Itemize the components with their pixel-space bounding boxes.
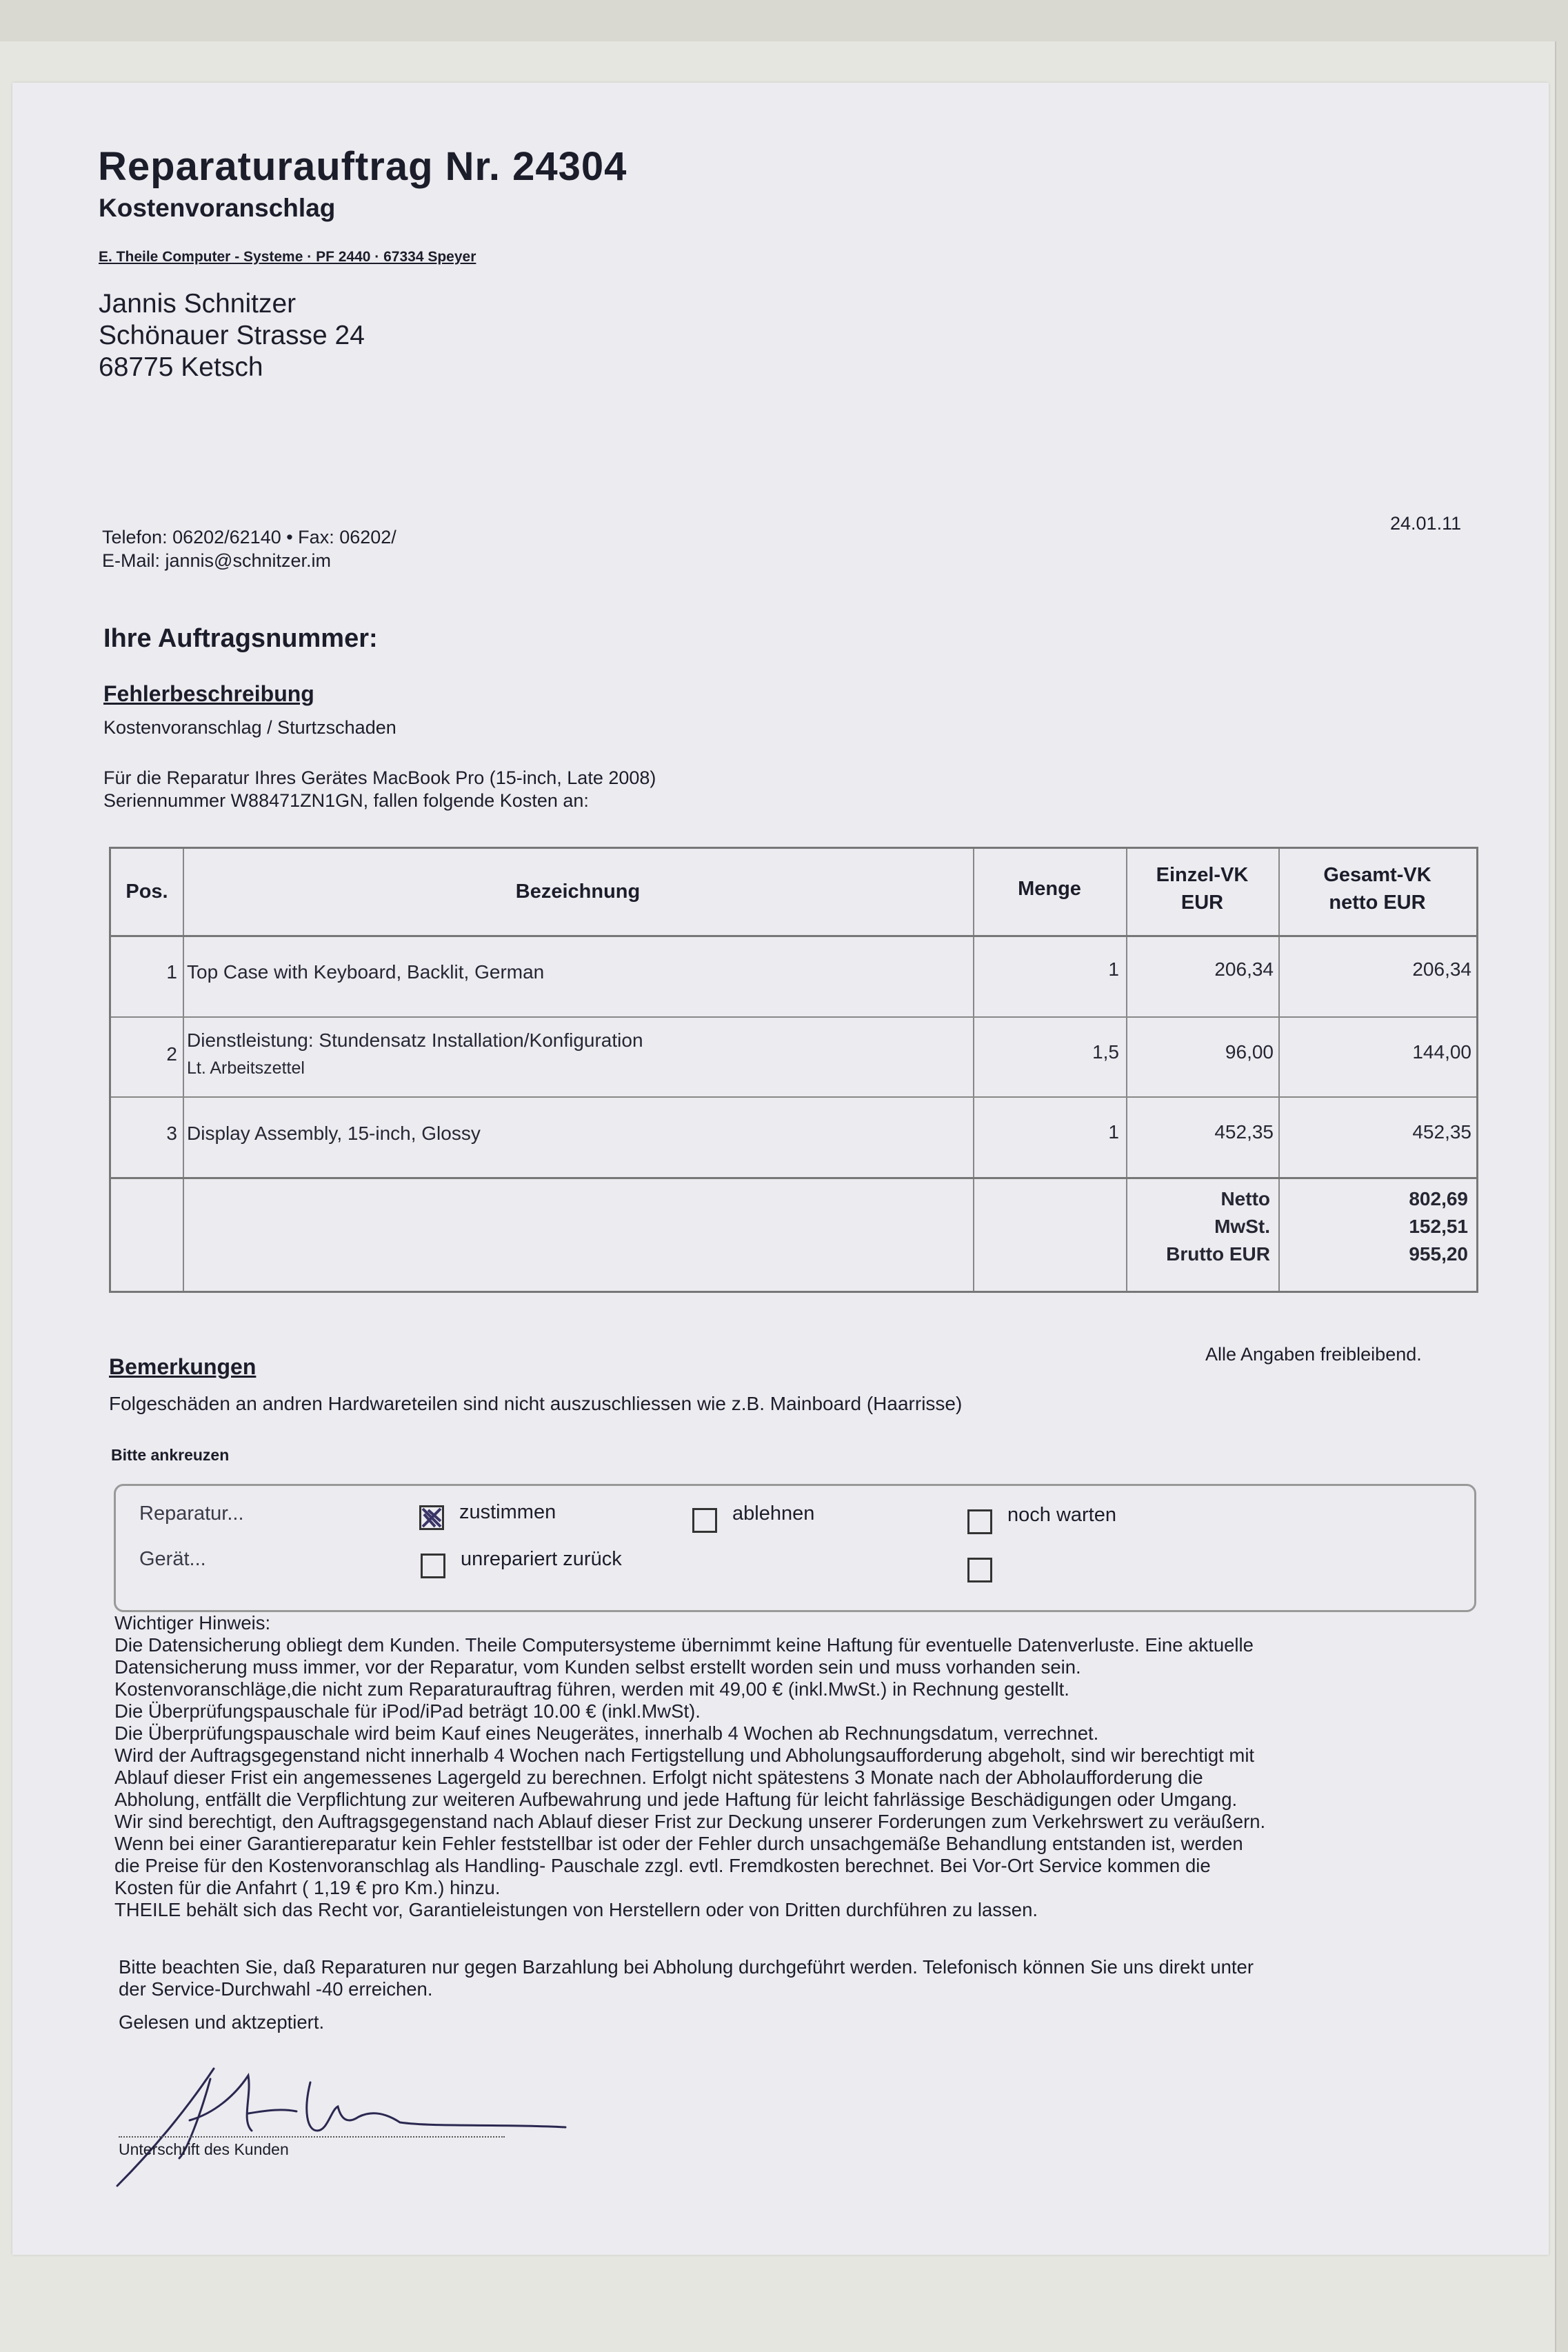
row-3-description: Display Assembly, 15-inch, Glossy [187,1123,481,1144]
phone-fax: Telefon: 06202/62140 • Fax: 06202/ [102,527,396,547]
intro-line-2: Seriennummer W88471ZN1GN, fallen folgende Kosten an: [103,790,589,811]
notice-line: Wenn bei einer Garantiereparatur kein Fehler feststellbar ist oder der Fehler durch unsachgemäße Behandlung entstanden ist, werden [114,1833,1243,1854]
repair-row-label: Reparatur... [139,1502,244,1525]
row-2-quantity: 1,5 [1092,1041,1119,1063]
fault-text: Kostenvoranschlag / Sturtzschaden [103,717,396,738]
wait-label: noch warten [1007,1504,1116,1526]
recipient-street: Schönauer Strasse 24 [99,321,365,350]
checkbox-panel [114,1484,1476,1612]
recipient-name: Jannis Schnitzer [99,289,296,319]
document-subtitle: Kostenvoranschlag [99,194,336,222]
contact-block [102,525,396,572]
column-divider [183,849,184,1291]
net-label: Netto [1220,1188,1270,1209]
recipient-address [99,288,365,383]
reject-checkbox[interactable] [692,1508,717,1533]
notice-line: Kostenvoranschläge,die nicht zum Reparaturauftrag führen, werden mit 49,00 € (inkl.MwSt.) in Rechnung gestellt. [114,1678,1069,1700]
accepted-text: Gelesen und aktzeptiert. [119,2011,325,2033]
email: E-Mail: jannis@schnitzer.im [102,550,332,571]
notice-line: Wichtiger Hinweis: [114,1612,271,1634]
return-unrepaired-label: unrepariert zurück [461,1548,622,1570]
reject-label: ablehnen [732,1502,815,1525]
row-1-pos: 1 [166,961,177,983]
approve-checkbox[interactable] [419,1505,444,1530]
header-quantity: Menge [1018,878,1081,900]
remarks-text: Folgeschäden an andren Hardwareteilen sind nicht auszuschliessen wie z.B. Mainboard (Haarrisse) [109,1393,963,1414]
wait-checkbox[interactable] [967,1509,992,1534]
row-divider [111,1016,1476,1018]
header-divider [111,935,1476,937]
important-notice [114,1612,1487,1921]
row-2-subdescription: Lt. Arbeitszettel [187,1058,305,1078]
row-1-quantity: 1 [1108,958,1119,980]
notice-line: Kosten für die Anfahrt ( 1,19 € pro Km.) hinzu. [114,1877,501,1898]
header-pos: Pos. [125,881,168,903]
row-3-quantity: 1 [1108,1121,1119,1143]
notice-line: Die Überprüfungspauschale wird beim Kauf eines Neugerätes, innerhalb 4 Wochen ab Rechnungsdatum, verrechnet. [114,1722,1099,1744]
notice-line: die Preise für den Kostenvoranschlag als Handling- Pauschale zzgl. evtl. Fremdkosten berechnet. Bei Vor-Ort Service kommen die [114,1855,1211,1876]
payment-note: Bitte beachten Sie, daß Reparaturen nur gegen Barzahlung bei Abholung durchgeführt werden. Telefonisch können Sie uns direkt unter der Service-Durchwahl -40 erreichen. [119,1956,1254,2000]
row-2-total: 144,00 [1412,1041,1471,1063]
net-value: 802,69 [1409,1188,1468,1209]
cost-table [109,847,1478,1293]
checkbox-heading: Bitte ankreuzen [111,1446,230,1464]
remarks-heading: Bemerkungen [109,1354,257,1379]
row-1-total: 206,34 [1412,958,1471,980]
signature-line [119,2136,505,2138]
notice-line: Ablauf dieser Frist ein angemessenes Lagergeld zu berechnen. Erfolgt nicht spätestens 3 Monate nach der Abholaufforderung die [114,1767,1203,1788]
row-3-pos: 3 [166,1123,177,1144]
disclaimer: Alle Angaben freibleibend. [1205,1344,1422,1365]
vat-label: MwSt. [1214,1216,1270,1237]
totals-divider [111,1177,1476,1179]
notice-line: Wir sind berechtigt, den Auftragsgegenstand nach Ablauf dieser Frist zur Deckung unserer Forderungen zum Verkehrswert zu veräußern. [114,1811,1266,1832]
notice-line: Abholung, entfällt die Verpflichtung zur weiteren Aufbewahrung und jede Haftung für leicht fahrlässige Beschädigungen oder Umgang. [114,1789,1238,1810]
recipient-city: 68775 Ketsch [99,352,263,382]
fault-heading: Fehlerbeschreibung [103,681,314,706]
row-2-unit-price: 96,00 [1225,1041,1274,1063]
row-2-description: Dienstleistung: Stundensatz Installation/Konfiguration [187,1029,643,1051]
row-1-description: Top Case with Keyboard, Backlit, German [187,961,545,983]
vat-value: 152,51 [1409,1216,1468,1237]
customer-signature [110,2055,593,2207]
document-date: 24.01.11 [1390,513,1462,534]
row-2-pos: 2 [166,1043,177,1065]
device-row-label: Gerät... [139,1548,206,1570]
header-description: Bezeichnung [515,881,641,903]
notice-line: Die Datensicherung obliegt dem Kunden. Theile Computersysteme übernimmt keine Haftung für eventuelle Datenverluste. Eine aktuelle [114,1634,1254,1656]
header-total-net: Gesamt-VK netto EUR [1323,864,1431,914]
gross-value: 955,20 [1409,1243,1468,1265]
blank-checkbox[interactable] [967,1558,992,1582]
notice-line: Datensicherung muss immer, vor der Reparatur, vom Kunden selbst erstellt worden sein und muss vorhanden sein. [114,1656,1081,1678]
approve-label: zustimmen [459,1501,556,1523]
return-unrepaired-checkbox[interactable] [421,1554,445,1578]
row-1-unit-price: 206,34 [1214,958,1274,980]
row-3-total: 452,35 [1412,1121,1471,1143]
notice-line: Die Überprüfungspauschale für iPod/iPad beträgt 10.00 € (inkl.MwSt). [114,1700,701,1722]
row-divider [111,1096,1476,1098]
intro-line-1: Für die Reparatur Ihres Gerätes MacBook Pro (15-inch, Late 2008) [103,767,656,788]
notice-line: Wird der Auftragsgegenstand nicht innerhalb 4 Wochen nach Fertigstellung und Abholungsaufforderung abgeholt, sind wir berechtigt mit [114,1745,1255,1766]
order-number-heading: Ihre Auftragsnummer: [103,624,378,653]
check-cross-icon [421,1507,442,1528]
document-title: Reparaturauftrag Nr. 24304 [98,144,627,189]
intro-text [103,767,656,812]
header-unit-price: Einzel-VK EUR [1156,864,1249,914]
sender-line: E. Theile Computer - Systeme · PF 2440 · 67334 Speyer [99,249,476,265]
signature-label: Unterschrift des Kunden [119,2140,289,2158]
notice-line: THEILE behält sich das Recht vor, Garantieleistungen von Herstellern oder von Dritten durchführen zu lassen. [114,1899,1038,1920]
row-3-unit-price: 452,35 [1214,1121,1274,1143]
column-divider [973,849,974,1291]
gross-label: Brutto EUR [1166,1243,1270,1265]
